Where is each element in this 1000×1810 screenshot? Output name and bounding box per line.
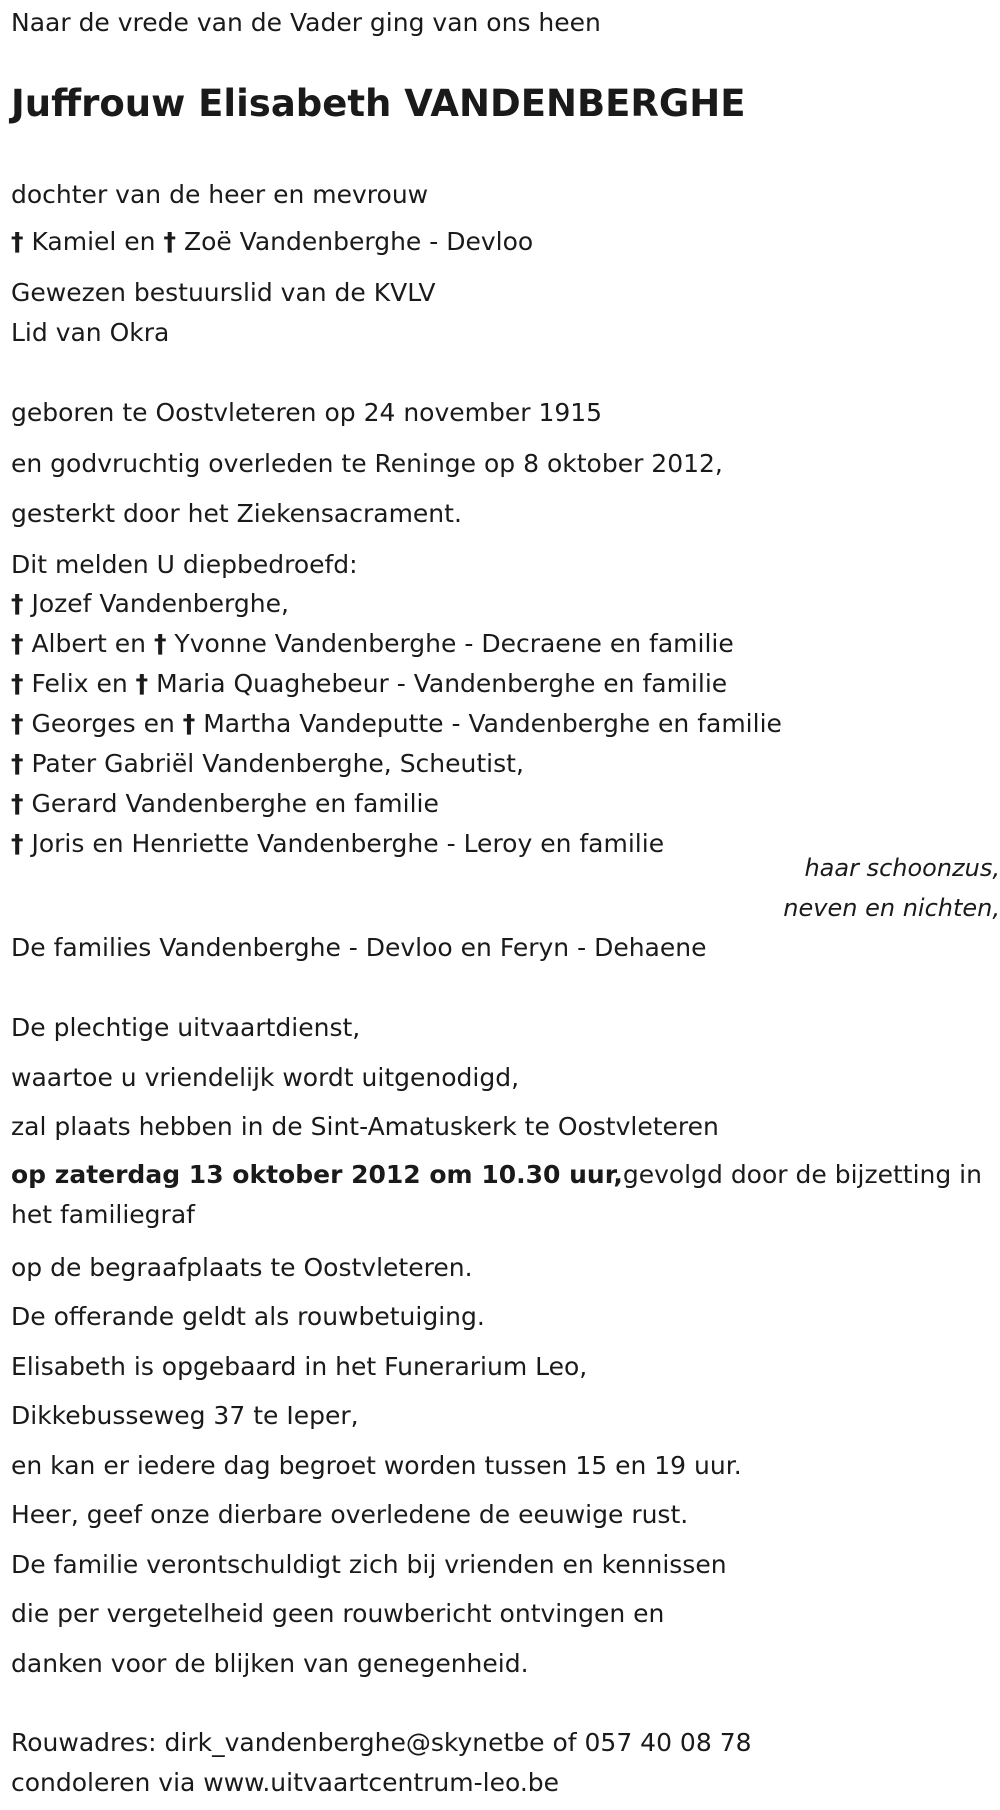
address-line: Rouwadres: dirk_vandenberghe@skynetbe of 057 40 08 78: [11, 1728, 752, 1757]
daughter-of-line: dochter van de heer en mevrouw: [11, 180, 429, 209]
detail-line: die per vergetelheid geen rouwbericht ontvingen en: [11, 1599, 665, 1628]
cross-icon: †: [135, 669, 149, 698]
death-line: en godvruchtig overleden te Reninge op 8 oktober 2012,: [11, 449, 723, 478]
sacrament-line: gesterkt door het Ziekensacrament.: [11, 499, 462, 528]
relative-name: Georges en: [31, 709, 175, 738]
detail-line: De familie verontschuldigt zich bij vrienden en kennissen: [11, 1550, 727, 1579]
role-kvlv: Gewezen bestuurslid van de KVLV: [11, 278, 436, 307]
cross-icon: †: [11, 709, 24, 738]
relative-line: [11, 629, 734, 659]
parents-line: [11, 227, 533, 257]
cross-icon: †: [11, 669, 24, 698]
cross-icon: †: [163, 227, 176, 256]
detail-line: en kan er iedere dag begroet worden tussen 15 en 19 uur.: [11, 1451, 742, 1480]
detail-line: Elisabeth is opgebaard in het Funerarium Leo,: [11, 1352, 588, 1381]
relative-name: Felix en: [31, 669, 128, 698]
relative-line: [11, 669, 727, 699]
father-name: Kamiel en: [31, 227, 156, 256]
relative-name: Joris en Henriette Vandenberghe - Leroy en familie: [31, 829, 665, 858]
condolences-line: condoleren via www.uitvaartcentrum-leo.be: [11, 1768, 560, 1797]
service-line: waartoe u vriendelijk wordt uitgenodigd,: [11, 1063, 520, 1092]
service-date-rest: gevolgd door de bijzetting in het familiegraf: [11, 1160, 982, 1229]
cross-icon: †: [11, 629, 24, 658]
relative-line: [11, 709, 782, 739]
relative-name: Pater Gabriël Vandenberghe, Scheutist,: [31, 749, 524, 778]
service-date-paragraph: [11, 1155, 996, 1235]
relative-line: [11, 829, 664, 859]
relative-name: Gerard Vandenberghe en familie: [31, 789, 439, 818]
relative-name: Albert en: [31, 629, 147, 658]
service-line: zal plaats hebben in de Sint-Amatuskerk te Oostvleteren: [11, 1112, 719, 1141]
cross-icon: †: [11, 829, 24, 858]
relative-name: Yvonne Vandenberghe - Decraene en familie: [174, 629, 734, 658]
relative-line: [11, 749, 524, 779]
birth-line: geboren te Oostvleteren op 24 november 1915: [11, 398, 603, 427]
relative-name: Martha Vandeputte - Vandenberghe en familie: [203, 709, 782, 738]
relative-name: Maria Quaghebeur - Vandenberghe en familie: [156, 669, 728, 698]
detail-line: Heer, geef onze dierbare overledene de eeuwige rust.: [11, 1500, 689, 1529]
deceased-name: Juffrouw Elisabeth VANDENBERGHE: [11, 82, 746, 125]
relation-label: haar schoonzus,: [804, 854, 1000, 882]
announce-line: Dit melden U diepbedroefd:: [11, 550, 358, 579]
role-okra: Lid van Okra: [11, 318, 170, 347]
service-line: De plechtige uitvaartdienst,: [11, 1013, 361, 1042]
detail-line: De offerande geldt als rouwbetuiging.: [11, 1302, 485, 1331]
cross-icon: †: [153, 629, 167, 658]
service-date: op zaterdag 13 oktober 2012 om 10.30 uur,: [11, 1160, 623, 1189]
detail-line: op de begraafplaats te Oostvleteren.: [11, 1253, 473, 1282]
relation-label: neven en nichten,: [783, 894, 1000, 922]
cross-icon: †: [11, 227, 24, 256]
intro-line: Naar de vrede van de Vader ging van ons heen: [11, 8, 601, 37]
cross-icon: †: [11, 589, 24, 618]
mother-name: Zoë Vandenberghe - Devloo: [183, 227, 534, 256]
detail-line: danken voor de blijken van genegenheid.: [11, 1649, 529, 1678]
cross-icon: †: [11, 749, 24, 778]
detail-line: Dikkebusseweg 37 te Ieper,: [11, 1401, 359, 1430]
cross-icon: †: [182, 709, 196, 738]
relative-line: [11, 589, 289, 619]
cross-icon: †: [11, 789, 24, 818]
families-line: De families Vandenberghe - Devloo en Feryn - Dehaene: [11, 933, 707, 962]
relative-line: [11, 789, 439, 819]
relative-name: Jozef Vandenberghe,: [31, 589, 289, 618]
